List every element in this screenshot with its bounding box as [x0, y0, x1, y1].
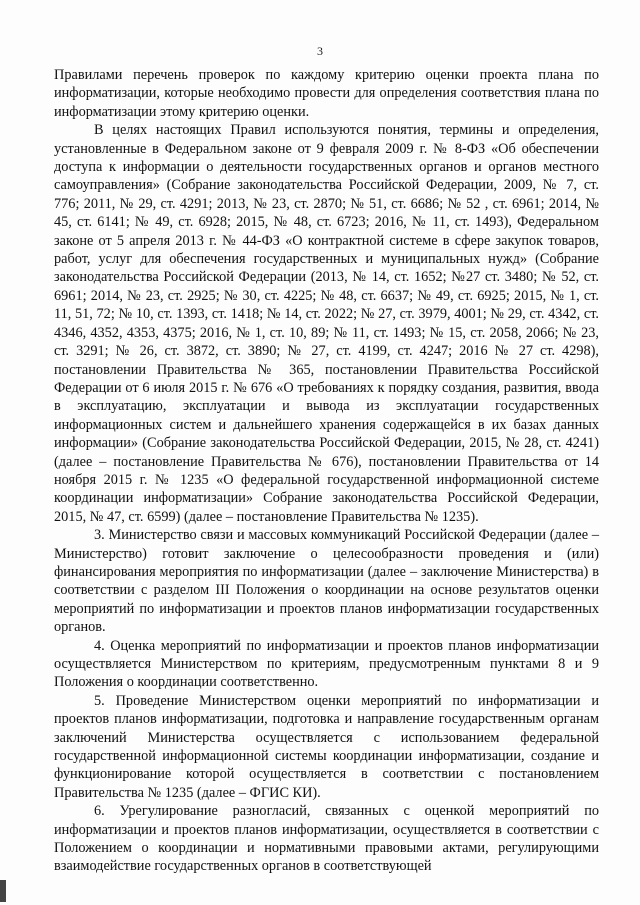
paragraph-continuation: Правилами перечень проверок по каждому критерию оценки проекта плана по информатизации, которые необходимо провести для определения соответствия плана по информатизации этому критерию оценки.	[54, 67, 599, 120]
document-body	[54, 66, 599, 876]
paragraph-4: 4. Оценка мероприятий по информатизации и проектов планов информатизации осуществляется Министерством по критериям, предусмотренным пунктами 8 и 9 Положения о координации соответственно.	[54, 637, 599, 691]
paragraph-6: 6. Урегулирование разногласий, связанных с оценкой мероприятий по информатизации и проектов планов информатизации, осуществляется в соответствии с Положением о координации и нормативными правовыми актами, регулирующими взаимодействие государственных органов в соответствующей	[54, 803, 599, 875]
paragraph-3: 3. Министерство связи и массовых коммуникаций Российской Федерации (далее – Министерство) готовит заключение о целесообразности проведения и (или) финансирования мероприятия по информатизации (далее – заключение Министерства) в соответствии с разделом III Положения о координации на основе результатов оценки мероприятий по информатизации и проектов планов информатизации государственных органов.	[54, 527, 599, 636]
page-number: 3	[317, 44, 323, 58]
scan-edge-mark	[0, 880, 6, 902]
paragraph-5: 5. Проведение Министерством оценки мероприятий по информатизации и проектов планов информатизации, подготовка и направление государственным органам заключений Министерства осуществляется с использованием федеральной государственной информационной системы координации информатизации, создание и функционирование которой осуществляется в соответствии с постановлением Правительства № 1235 (далее – ФГИС КИ).	[54, 692, 599, 801]
paragraph-definitions: В целях настоящих Правил используются понятия, термины и определения, установленные в Федеральном законе от 9 февраля 2009 г. № 8-ФЗ «Об обеспечении доступа к информации о деятельности государственных органов и органов местного самоуправления» (Собрание законодательства Российской Федерации, 2009, № 7, ст. 776; 2011, № 29, ст. 4291; 2013, № 23, ст. 2870; № 51, ст. 6686; № 52 , ст. 6961; 2014, № 45, ст. 6141; № 49, ст. 6928; 2015, № 48, ст. 6723; 2016, № 11, ст. 1493), Федеральном законе от 5 апреля 2013 г. № 44-ФЗ «О контрактной системе в сфере закупок товаров, работ, услуг для обеспечения государственных и муниципальных нужд» (Собрание законодательства Российской Федерации (2013, № 14, ст. 1652; №27 ст. 3480; № 52, ст. 6961; 2014, № 23, ст. 2925; № 30, ст. 4225; № 48, ст. 6637; № 49, ст. 6925; 2015, № 1, ст. 11, 51, 72; № 10, ст. 1393, ст. 1418; № 14, ст. 2022; № 27, ст. 3979, 4001; № 29, ст. 4342, ст. 4346, 4352, 4353, 4375; 2016, № 1, ст. 10, 89; № 11, ст. 1493; № 15, ст. 2058, 2066; № 23, ст. 3291; № 26, ст. 3872, ст. 3890; № 27, ст. 4199, ст. 4247; 2016 № 27 ст. 4298), постановлении Правительства № 365, постановлении Правительства Российской Федерации от 6 июля 2015 г. № 676 «О требованиях к порядку создания, развития, ввода в эксплуатацию, эксплуатации и вывода из эксплуатации государственных информационных систем и дальнейшего хранения содержащейся в их базах данных информации» (Собрание законодательства Российской Федерации, 2015, № 28, ст. 4241) (далее – постановление Правительства № 676), постановлении Правительства от 14 ноября 2015 г. № 1235 «О федеральной государственной информационной системе координации информатизации» Собрание законодательства Российской Федерации, 2015, № 47, ст. 6599) (далее – постановление Правительства № 1235).	[54, 122, 599, 525]
